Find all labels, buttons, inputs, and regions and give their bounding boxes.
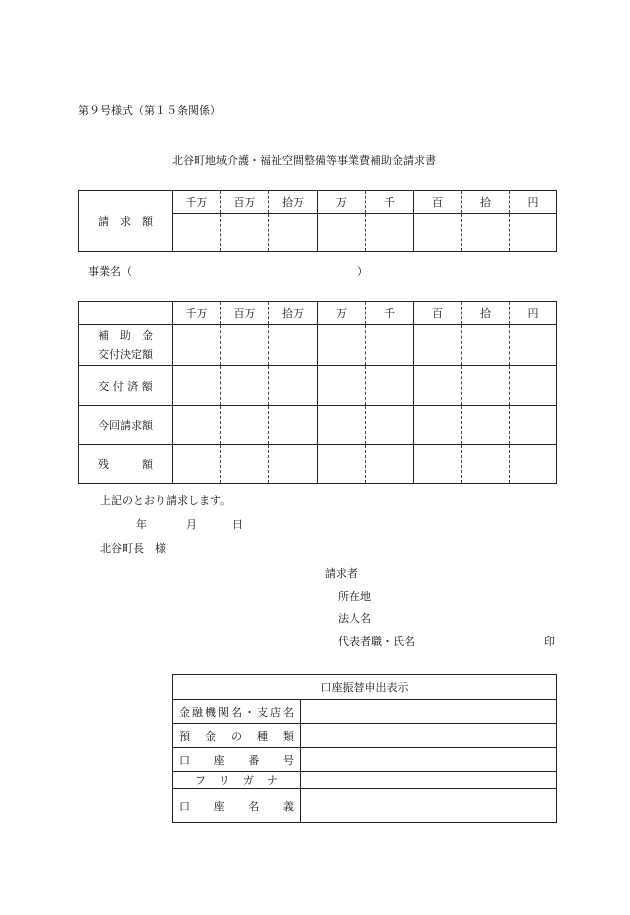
amount-cell[interactable] [510, 325, 557, 366]
amount-cell[interactable] [462, 366, 510, 406]
grant-decision-line1: 補 助 金 [98, 329, 153, 342]
amount-cell[interactable] [366, 325, 414, 366]
current-request-label: 今回請求額 [79, 406, 173, 445]
amount-cell[interactable] [269, 325, 318, 366]
bank-branch-field[interactable] [301, 700, 557, 724]
amount-cell[interactable] [414, 214, 462, 252]
furigana-label: フリガナ [173, 772, 301, 789]
date-year: 年 [136, 518, 147, 531]
amount-cell[interactable] [221, 325, 269, 366]
grant-decision-label [79, 325, 173, 366]
account-number-field[interactable] [301, 748, 557, 772]
digit-header: 百 [414, 191, 462, 214]
amount-cell[interactable] [414, 325, 462, 366]
digit-header: 拾 [462, 302, 510, 325]
amount-cell[interactable] [462, 406, 510, 445]
amount-cell[interactable] [462, 445, 510, 484]
project-name-label: 事業名（ [88, 265, 132, 278]
bank-transfer-table [172, 674, 557, 823]
request-statement: 上記のとおり請求します。 [100, 494, 232, 507]
addressee: 北谷町長 様 [100, 542, 166, 555]
deposit-type-label: 預金の種類 [173, 724, 301, 748]
amount-cell[interactable] [173, 445, 221, 484]
amount-cell[interactable] [221, 445, 269, 484]
page-title: 北谷町地域介護・福祉空間整備等事業費補助金請求書 [172, 154, 436, 167]
request-amount-table [78, 190, 557, 252]
grant-decision-line2: 交付決定額 [98, 348, 153, 361]
digit-header: 拾万 [269, 191, 318, 214]
amount-cell[interactable] [414, 406, 462, 445]
digit-header: 拾 [462, 191, 510, 214]
digit-header: 拾万 [269, 302, 318, 325]
digit-header: 円 [510, 302, 557, 325]
grant-amount-table [78, 301, 557, 484]
amount-cell[interactable] [221, 366, 269, 406]
amount-cell[interactable] [221, 406, 269, 445]
amount-cell[interactable] [366, 445, 414, 484]
date-month: 月 [186, 518, 197, 531]
grant-header-blank [79, 302, 173, 325]
amount-cell[interactable] [269, 406, 318, 445]
digit-header: 百万 [221, 302, 269, 325]
project-name-input[interactable] [140, 262, 355, 278]
digit-header: 百万 [221, 191, 269, 214]
amount-cell[interactable] [318, 406, 366, 445]
amount-cell[interactable] [462, 214, 510, 252]
request-amount-label: 請 求 額 [79, 191, 173, 252]
amount-cell[interactable] [510, 214, 557, 252]
requester-representative-label: 代表者職・氏名 [338, 635, 415, 648]
bank-table-heading: 口座振替申出表示 [173, 675, 557, 700]
date-day: 日 [232, 518, 243, 531]
balance-label: 残 額 [79, 445, 173, 484]
amount-cell[interactable] [510, 445, 557, 484]
amount-cell[interactable] [318, 214, 366, 252]
amount-cell[interactable] [462, 325, 510, 366]
amount-cell[interactable] [269, 366, 318, 406]
amount-cell[interactable] [269, 214, 318, 252]
digit-header: 千 [366, 191, 414, 214]
amount-cell[interactable] [173, 406, 221, 445]
amount-cell[interactable] [414, 445, 462, 484]
digit-header: 万 [318, 191, 366, 214]
digit-header: 万 [318, 302, 366, 325]
paid-amount-label: 交 付 済 額 [79, 366, 173, 406]
account-holder-field[interactable] [301, 789, 557, 823]
furigana-field[interactable] [301, 772, 557, 789]
digit-header: 円 [510, 191, 557, 214]
digit-header: 千 [366, 302, 414, 325]
seal-mark: 印 [544, 635, 555, 648]
amount-cell[interactable] [318, 366, 366, 406]
bank-branch-label: 金融機関名・支店名 [173, 700, 301, 724]
amount-cell[interactable] [221, 214, 269, 252]
amount-cell[interactable] [414, 366, 462, 406]
amount-cell[interactable] [318, 445, 366, 484]
amount-cell[interactable] [510, 366, 557, 406]
amount-cell[interactable] [173, 214, 221, 252]
digit-header: 千万 [173, 191, 221, 214]
requester-heading: 請求者 [325, 567, 358, 580]
amount-cell[interactable] [173, 366, 221, 406]
amount-cell[interactable] [269, 445, 318, 484]
requester-address-label: 所在地 [338, 590, 371, 603]
amount-cell[interactable] [510, 406, 557, 445]
digit-header: 千万 [173, 302, 221, 325]
account-holder-label: 口座名義 [173, 789, 301, 823]
deposit-type-field[interactable] [301, 724, 557, 748]
form-number: 第９号様式（第１５条関係） [78, 104, 221, 117]
digit-header: 百 [414, 302, 462, 325]
project-name-close: ） [357, 265, 368, 278]
amount-cell[interactable] [173, 325, 221, 366]
amount-cell[interactable] [318, 325, 366, 366]
amount-cell[interactable] [366, 214, 414, 252]
amount-cell[interactable] [366, 406, 414, 445]
requester-corp-label: 法人名 [338, 612, 371, 625]
amount-cell[interactable] [366, 366, 414, 406]
account-number-label: 口座番号 [173, 748, 301, 772]
